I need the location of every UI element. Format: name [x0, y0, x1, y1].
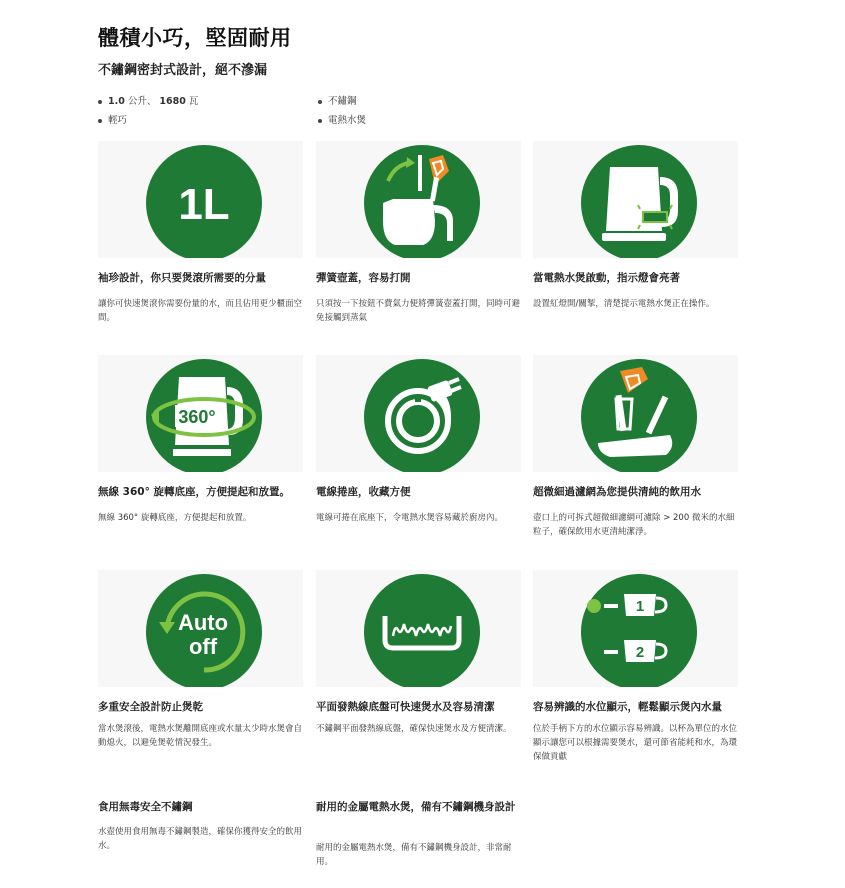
feature-title: 電線捲座，收藏方便	[316, 486, 411, 498]
feature-image	[533, 355, 738, 472]
svg-text:1L: 1L	[178, 180, 230, 229]
feature-title: 超微細過濾網為您提供清純的飲用水	[533, 486, 701, 498]
cord-storage-icon	[363, 355, 481, 472]
page-subtitle: 不鏽鋼密封式設計，絕不滲漏	[98, 63, 268, 78]
feature-title: 食用無毒安全不鏽鋼	[98, 801, 193, 813]
feature-description: 電線可捲在底座下，令電熱水煲容易藏於廚房內。	[316, 513, 504, 523]
feature-description: 只須按一下按鈕不費氣力便將彈簧壺蓋打開，同時可避免接觸到蒸氣	[316, 299, 521, 323]
feature-title: 容易辨識的水位顯示，輕鬆顯示煲內水量	[533, 701, 722, 713]
feature-description: 讓你可快速煲滾你需要份量的水，而且佔用更少櫃面空間。	[98, 299, 303, 323]
svg-text:1: 1	[635, 598, 645, 615]
feature-description: 當水煲滾後，電熱水煲離開底座或水量太少時水煲會自動熄火，以避免煲乾情況發生。	[98, 724, 303, 748]
spec-list-left	[98, 92, 198, 130]
water-level-icon	[580, 570, 698, 687]
feature-image	[98, 141, 303, 258]
filter-icon	[580, 355, 698, 472]
feature-title: 彈簧壺蓋，容易打開	[316, 272, 411, 284]
feature-image	[98, 570, 303, 687]
spec-item: 1.0 公升、 1680 瓦	[98, 92, 198, 111]
feature-image	[533, 141, 738, 258]
feature-title: 多重安全設計防止煲乾	[98, 701, 203, 713]
feature-description: 壺口上的可拆式超微細濾網可濾除 > 200 微米的水細粒子，確保飲用水更清純潔淨。	[533, 513, 735, 537]
svg-text:off: off	[188, 634, 218, 659]
feature-description: 水壺使用食用無毒不鏽鋼製造，確保你獲得安全的飲用水。	[98, 827, 303, 851]
feature-title: 袖珍設計，你只要煲滾所需要的分量	[98, 272, 266, 284]
svg-text:Auto: Auto	[177, 610, 229, 635]
1l-capacity-icon	[145, 141, 263, 258]
svg-text:360°: 360°	[178, 407, 216, 427]
feature-title: 無線 360° 旋轉底座，方便提起和放置。	[98, 486, 290, 498]
page-title: 體積小巧，堅固耐用	[98, 26, 292, 50]
spring-lid-icon	[363, 141, 481, 258]
feature-title: 耐用的金屬電熱水煲，備有不鏽鋼機身設計	[316, 801, 516, 813]
feature-image	[98, 355, 303, 472]
spec-item: 不鏽鋼	[318, 92, 366, 111]
feature-description: 位於手柄下方的水位顯示容易辨識。以杯為單位的水位顯示讓您可以根據需要煲水，還可節省能耗和水，為環保做貢獻	[533, 724, 738, 762]
flat-heating-icon	[363, 570, 481, 687]
feature-title: 平面發熱線底盤可快速煲水及容易清潔	[316, 701, 495, 713]
feature-image	[316, 570, 521, 687]
feature-description: 不鏽鋼平面發熱線底盤，確保快速煲水及方便清潔。	[316, 724, 512, 734]
feature-title: 當電熱水煲啟動，指示燈會亮著	[533, 272, 680, 284]
spec-item: 輕巧	[98, 111, 198, 130]
auto-off-icon	[145, 570, 263, 687]
spec-item: 電熱水煲	[318, 111, 366, 130]
feature-image	[316, 141, 521, 258]
feature-image	[316, 355, 521, 472]
indicator-light-icon	[580, 141, 698, 258]
feature-description: 無線 360° 旋轉底座，方便提起和放置。	[98, 513, 252, 523]
svg-text:2: 2	[635, 644, 645, 661]
spec-list-right	[318, 92, 366, 130]
feature-description: 設置紅燈開/關掣，清楚提示電熱水煲正在操作。	[533, 299, 715, 309]
360-base-icon	[145, 355, 263, 472]
feature-description: 耐用的金屬電熱水煲，備有不鏽鋼機身設計，非常耐用。	[316, 843, 512, 867]
feature-image	[533, 570, 738, 687]
